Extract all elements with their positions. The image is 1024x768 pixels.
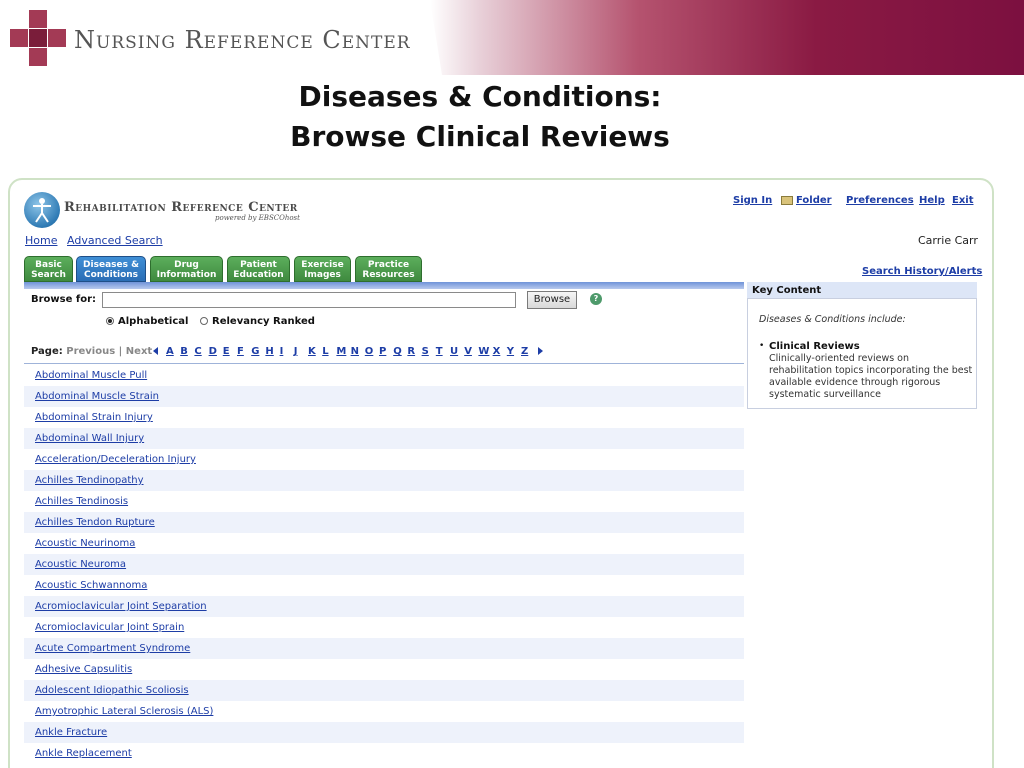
slide-title-line2: Browse Clinical Reviews (290, 120, 670, 153)
letter-link-j[interactable]: J (293, 346, 298, 357)
result-link[interactable]: Adhesive Capsulitis (35, 664, 133, 675)
letter-link-g[interactable]: G (251, 346, 260, 357)
letter-link-d[interactable]: D (208, 346, 217, 357)
tab-exercise-images[interactable] (294, 256, 351, 282)
letter-link-u[interactable]: U (450, 346, 459, 357)
app-title: Rehabilitation Reference Center (64, 200, 298, 215)
advanced-search-link[interactable]: Advanced Search (67, 234, 163, 247)
previous-link[interactable]: Previous (66, 346, 116, 357)
letter-link-l[interactable]: L (322, 346, 329, 357)
folder-icon[interactable] (781, 196, 793, 205)
exit-link[interactable]: Exit (952, 195, 974, 206)
previous-arrow-icon[interactable] (153, 347, 158, 355)
list-item (24, 554, 744, 575)
list-item (24, 575, 744, 596)
help-link[interactable]: Help (919, 195, 945, 206)
letter-link-z[interactable]: Z (521, 346, 529, 357)
letter-link-w[interactable]: W (478, 346, 490, 357)
result-link[interactable]: Acoustic Schwannoma (35, 580, 148, 591)
next-link[interactable]: Next (125, 346, 153, 357)
results-list (24, 365, 744, 764)
header-banner (430, 0, 1024, 75)
key-item-title: Clinical Reviews (769, 341, 860, 352)
result-link[interactable]: Abdominal Muscle Strain (35, 391, 160, 402)
user-name: Carrie Carr (918, 234, 978, 247)
sign-in-link[interactable]: Sign In (733, 195, 773, 206)
letter-link-x[interactable]: X (492, 346, 501, 357)
letter-link-a[interactable]: A (166, 346, 174, 357)
result-link[interactable]: Achilles Tendon Rupture (35, 517, 155, 528)
letter-link-f[interactable]: F (237, 346, 244, 357)
result-link[interactable]: Amyotrophic Lateral Sclerosis (ALS) (35, 706, 214, 717)
list-item (24, 365, 744, 386)
letter-link-y[interactable]: Y (506, 346, 515, 357)
tab-underline-bar (24, 282, 744, 289)
list-item (24, 449, 744, 470)
list-item (24, 680, 744, 701)
key-item-description: Clinically-oriented reviews on rehabilitation topics incorporating the best available evidence through rigorous systematic surveillance (769, 353, 973, 400)
result-link[interactable]: Achilles Tendinopathy (35, 475, 144, 486)
key-content-heading: Key Content (747, 282, 977, 299)
tab-label: Basic (35, 260, 62, 270)
result-link[interactable]: Abdominal Wall Injury (35, 433, 145, 444)
list-item (24, 512, 744, 533)
tab-basic-search[interactable] (24, 256, 73, 282)
radio-alphabetical[interactable] (106, 317, 114, 325)
tab-label: Diseases & (83, 260, 139, 270)
letter-link-o[interactable]: O (364, 346, 374, 357)
tab-label: Exercise (301, 260, 344, 270)
tab-label: Images (304, 270, 341, 280)
tab-label: Drug (174, 260, 199, 270)
letter-link-t[interactable]: T (435, 346, 443, 357)
list-item (24, 722, 744, 743)
tab-label: Resources (362, 270, 415, 280)
radio-alphabetical-label: Alphabetical (118, 316, 189, 327)
letter-link-b[interactable]: B (180, 346, 188, 357)
letter-link-k[interactable]: K (308, 346, 316, 357)
browse-button[interactable]: Browse (527, 291, 577, 309)
radio-relevancy-label: Relevancy Ranked (212, 316, 315, 327)
tab-label: Search (31, 270, 66, 280)
nrc-cross-logo (8, 8, 68, 68)
tab-label: Practice (367, 260, 410, 270)
result-link[interactable]: Acromioclavicular Joint Sprain (35, 622, 185, 633)
list-item (24, 638, 744, 659)
result-link[interactable]: Acromioclavicular Joint Separation (35, 601, 207, 612)
list-item (24, 470, 744, 491)
list-item (24, 428, 744, 449)
letter-link-v[interactable]: V (464, 346, 472, 357)
letter-link-p[interactable]: P (379, 346, 387, 357)
home-link[interactable]: Home (25, 234, 58, 247)
result-link[interactable]: Abdominal Muscle Pull (35, 370, 148, 381)
list-item (24, 743, 744, 764)
nrc-brand-title: Nursing Reference Center (74, 26, 411, 54)
page-separator: | (118, 346, 123, 357)
pagination-divider (24, 363, 744, 364)
key-content-intro: Diseases & Conditions include: (759, 314, 906, 325)
radio-relevancy[interactable] (200, 317, 208, 325)
next-arrow-icon[interactable] (538, 347, 543, 355)
tab-practice-resources[interactable] (355, 256, 422, 282)
rrc-logo-icon (24, 192, 60, 228)
powered-by: powered by EBSCOhost (215, 214, 300, 222)
tab-patient-education[interactable] (227, 256, 290, 282)
letter-link-h[interactable]: H (265, 346, 274, 357)
list-item (24, 596, 744, 617)
list-item (24, 491, 744, 512)
folder-link[interactable]: Folder (796, 195, 832, 206)
search-history-link[interactable]: Search History/Alerts (862, 266, 983, 277)
letter-link-r[interactable]: R (407, 346, 416, 357)
letter-link-c[interactable]: C (194, 346, 202, 357)
tab-diseases-conditions[interactable] (76, 256, 146, 282)
letter-link-e[interactable]: E (222, 346, 230, 357)
tab-drug-information[interactable] (150, 256, 223, 282)
result-link[interactable]: Achilles Tendinosis (35, 496, 129, 507)
list-item (24, 407, 744, 428)
tab-label: Conditions (83, 270, 139, 280)
list-item (24, 701, 744, 722)
tab-label: Education (233, 270, 284, 280)
result-link[interactable]: Acoustic Neuroma (35, 559, 127, 570)
result-link[interactable]: Adolescent Idiopathic Scoliosis (35, 685, 189, 696)
letter-link-i[interactable]: I (279, 346, 284, 357)
preferences-link[interactable]: Preferences (846, 195, 914, 206)
result-link[interactable]: Ankle Replacement (35, 748, 132, 759)
tab-label: Information (156, 270, 217, 280)
result-link[interactable]: Acoustic Neurinoma (35, 538, 136, 549)
tab-label: Patient (240, 260, 277, 270)
slide-title-line1: Diseases & Conditions: (298, 80, 662, 113)
result-link[interactable]: Ankle Fracture (35, 727, 108, 738)
letter-link-q[interactable]: Q (393, 346, 402, 357)
list-item (24, 617, 744, 638)
pagination (31, 346, 152, 357)
result-link[interactable]: Acute Compartment Syndrome (35, 643, 191, 654)
letter-link-n[interactable]: N (350, 346, 359, 357)
letter-link-s[interactable]: S (421, 346, 429, 357)
letter-link-m[interactable]: M (336, 346, 347, 357)
result-link[interactable]: Abdominal Strain Injury (35, 412, 153, 423)
list-item (24, 386, 744, 407)
browse-input[interactable] (102, 292, 516, 308)
list-item (24, 659, 744, 680)
browse-label: Browse for: (31, 294, 97, 305)
result-link[interactable]: Acceleration/Deceleration Injury (35, 454, 196, 465)
page-label: Page: (31, 346, 63, 357)
bullet-icon: • (759, 341, 765, 351)
help-icon[interactable]: ? (590, 293, 602, 305)
list-item (24, 533, 744, 554)
